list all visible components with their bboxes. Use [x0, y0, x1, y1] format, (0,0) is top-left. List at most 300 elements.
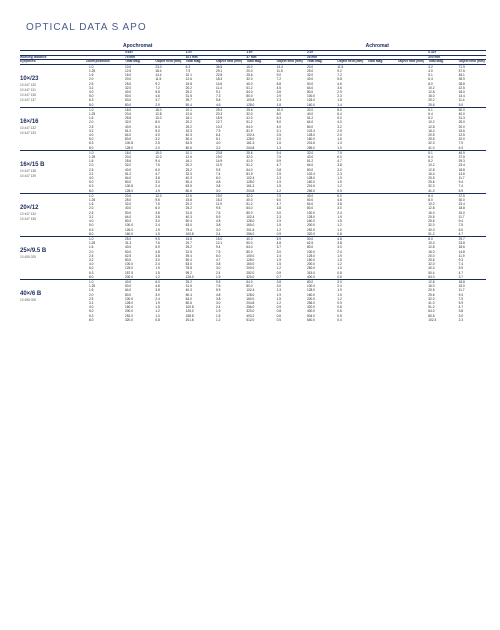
- object-field-value: 1.9: [155, 266, 160, 271]
- objective-factor: 1.0×: [183, 51, 213, 56]
- object-field-value: 11.7: [458, 214, 465, 219]
- total-mag-value: 64.0: [246, 124, 253, 129]
- object-field-value: 4.8: [155, 249, 160, 254]
- total-mag-value: 25.6: [243, 150, 273, 155]
- optical-data-table-container: [20, 42, 486, 322]
- total-mag-value: 128.0: [125, 145, 133, 150]
- zoom-position: 1.25: [89, 68, 96, 73]
- total-mag-value: 64.0: [125, 176, 132, 181]
- object-field-value: 9.5: [152, 236, 182, 241]
- object-field-value: 4.7: [458, 270, 464, 275]
- total-mag-value: 5.1: [425, 150, 455, 155]
- total-mag-value: 80.0: [125, 137, 132, 142]
- object-field-value: 15.9: [215, 116, 223, 121]
- objective-factor: 0.32×: [425, 51, 455, 56]
- object-field-value: 2.9: [276, 94, 282, 99]
- object-field-value: 1.2: [155, 274, 160, 279]
- eyepiece-code: 10 447 134: [20, 211, 36, 216]
- object-field-value: 1.3: [337, 141, 342, 146]
- total-mag-value: 32.3: [185, 128, 192, 133]
- object-field-value: 7.3: [215, 94, 221, 99]
- total-mag-value: 31.5: [185, 210, 192, 215]
- total-mag-value: 8.0: [428, 81, 433, 86]
- total-mag-value: 10.1: [185, 73, 192, 78]
- total-mag-value: 201.6: [306, 184, 315, 189]
- total-mag-value: 80.0: [125, 292, 132, 297]
- object-field-value: 2.9: [276, 171, 282, 176]
- object-field-value: 5.9: [276, 159, 282, 164]
- object-field-value: 5.9: [458, 188, 464, 193]
- object-field-value: 25.4: [213, 107, 243, 112]
- object-field-value: 1.9: [337, 288, 342, 293]
- total-mag-value: 100.0: [306, 210, 315, 215]
- total-mag-value: 128.0: [306, 133, 315, 138]
- total-mag-value: 256.0: [306, 145, 315, 150]
- object-field-value: 4.6: [155, 94, 160, 99]
- object-field-value: 4.0: [215, 141, 221, 146]
- object-field-value: 9.5: [213, 279, 243, 284]
- total-mag-value: 256.0: [306, 188, 315, 193]
- total-mag-value: 320.0: [125, 317, 133, 322]
- object-field-value: 3.8: [337, 202, 342, 207]
- total-mag-value: 80.0: [306, 245, 314, 250]
- total-mag-value: 157.5: [125, 270, 133, 275]
- total-mag-value: 81.9: [246, 128, 253, 133]
- object-field-value: 18.4: [155, 68, 162, 73]
- object-field-value: 19.0: [213, 193, 243, 198]
- zoom-position: 3.2: [89, 300, 94, 305]
- total-mag-value: 51.2: [306, 116, 314, 121]
- total-mag-value: 10.0: [122, 64, 152, 69]
- zoom-position: 8.0: [89, 231, 94, 236]
- object-field-value: 4.7: [276, 202, 282, 207]
- total-mag-value: 10.1: [183, 150, 213, 155]
- total-mag-value: 102.4: [306, 128, 315, 133]
- total-mag-value: 64.0: [428, 309, 435, 314]
- optical-data-table: [20, 42, 486, 322]
- total-mag-value: 12.6: [185, 112, 192, 117]
- total-mag-value: 40.0: [246, 198, 253, 203]
- total-mag-value: 128.0: [246, 292, 255, 297]
- total-mag-value: 32.0: [125, 120, 132, 125]
- total-mag-value: 79.4: [185, 227, 192, 232]
- working-distance-value: 200 mm: [425, 55, 455, 60]
- total-mag-value: 100.8: [246, 98, 255, 103]
- total-mag-value: 63.0: [185, 223, 192, 228]
- total-mag-value: 160.0: [306, 292, 315, 297]
- object-field-value: 1.9: [215, 274, 221, 279]
- total-mag-value: 40.0: [125, 90, 132, 94]
- object-field-value: 2.3: [337, 94, 342, 99]
- zoom-position: 4.0: [89, 219, 94, 224]
- total-mag-value: 64.0: [246, 167, 253, 172]
- object-field-value: 7.4: [458, 184, 464, 189]
- object-field-value: 9.1: [215, 90, 221, 94]
- total-mag-value: 25.6: [428, 219, 435, 224]
- object-field-value: 5.9: [155, 245, 160, 250]
- total-mag-value: 40.0: [306, 155, 314, 160]
- object-field-value: 28.8: [458, 81, 465, 86]
- total-mag-value: 80.6: [185, 188, 192, 193]
- zoom-position: 6.3: [89, 270, 94, 275]
- total-mag-value: 25.0: [122, 236, 152, 241]
- object-field-value: 3.8: [215, 223, 221, 228]
- total-mag-value: 32.3: [428, 184, 435, 189]
- zoom-position: 5.0: [89, 180, 94, 185]
- total-mag-value: 125.0: [125, 266, 133, 271]
- total-mag-value: 78.8: [185, 266, 192, 271]
- object-field-value: 1.5: [155, 231, 160, 236]
- object-field-value: 3.8: [274, 279, 304, 284]
- object-field-value: 22.5: [458, 85, 465, 90]
- object-field-value: 10.0: [458, 137, 465, 142]
- table-row: [20, 318, 486, 322]
- object-field-value: 14.4: [458, 94, 465, 99]
- object-field-value: 7.4: [215, 171, 221, 176]
- object-field-value: 1.9: [215, 309, 221, 314]
- object-field-value: 2.4: [155, 296, 160, 301]
- zoom-position: 4.0: [89, 133, 94, 138]
- total-mag-value: 20.0: [122, 193, 152, 198]
- object-field-value: 11.7: [458, 288, 465, 293]
- object-field-value: 3.0: [155, 219, 160, 224]
- total-mag-value: 32.0: [246, 155, 253, 160]
- total-mag-value: 63.0: [185, 262, 192, 267]
- object-field-value: 14.4: [155, 73, 162, 78]
- object-field-value: 1.0: [337, 266, 342, 271]
- object-field-value: 3.8: [337, 241, 342, 246]
- object-field-value: 15.2: [215, 198, 223, 203]
- zoom-position: 4.0: [89, 90, 94, 94]
- total-mag-value: 12.8: [428, 206, 435, 211]
- zoom-position: 1.0: [86, 64, 122, 69]
- object-field-value: 9.0: [458, 102, 464, 107]
- eyepiece-cell: [20, 107, 86, 150]
- object-field-value: 7.5: [274, 193, 304, 198]
- object-field-value: 1.2: [276, 227, 282, 232]
- total-mag-value: 31.3: [125, 241, 132, 246]
- object-field-value: 15.0: [152, 150, 182, 155]
- object-field-value: 12.8: [155, 112, 162, 117]
- total-mag-value: 16.1: [185, 159, 192, 164]
- object-field-value: 5.0: [337, 116, 342, 121]
- object-field-value: 3.8: [155, 176, 160, 181]
- total-mag-value: 32.0: [125, 163, 132, 168]
- object-field-value: 5.8: [155, 90, 160, 94]
- total-mag-value: 100.0: [246, 253, 255, 258]
- total-mag-value: 20.0: [125, 77, 132, 82]
- total-mag-value: 100.0: [125, 296, 133, 301]
- zoom-position: 1.25: [89, 198, 96, 203]
- object-field-value: 1.8: [276, 102, 282, 107]
- eyepiece-name: 20×/12: [20, 204, 39, 211]
- total-mag-value: 161.3: [246, 184, 255, 189]
- column-header: Object field (mm): [213, 60, 243, 65]
- object-field-value: 3.8: [337, 163, 342, 168]
- object-field-value: 16.0: [152, 107, 182, 112]
- total-mag-value: 102.4: [306, 171, 315, 176]
- object-field-value: 6.0: [215, 253, 221, 258]
- object-field-value: 7.5: [155, 163, 160, 168]
- total-mag-value: 20.5: [428, 176, 435, 181]
- total-mag-value: 64.0: [125, 214, 132, 219]
- zoom-position: 8.0: [89, 274, 94, 279]
- object-field-value: 40.0: [458, 112, 465, 117]
- total-mag-value: 128.0: [246, 137, 255, 142]
- zoom-position: 4.0: [89, 262, 94, 267]
- object-field-value: 11.7: [458, 176, 465, 181]
- total-mag-value: 40.0: [428, 266, 435, 271]
- total-mag-value: 6.4: [428, 77, 433, 82]
- object-field-value: 3.2: [337, 124, 342, 129]
- total-mag-value: 64.0: [125, 288, 132, 293]
- object-field-value: 11.9: [215, 163, 222, 168]
- total-mag-value: 40.0: [125, 167, 132, 172]
- total-mag-value: 31.5: [185, 284, 192, 289]
- object-field-value: 7.5: [334, 150, 364, 155]
- total-mag-value: 40.0: [246, 81, 253, 86]
- zoom-position: 1.6: [89, 159, 94, 164]
- zoom-position: 6.3: [89, 313, 94, 318]
- total-mag-value: 128.0: [306, 288, 315, 293]
- group-header: Apochromat: [123, 43, 153, 49]
- total-mag-value: 20.0: [125, 155, 132, 160]
- object-field-value: 2.3: [458, 317, 464, 322]
- zoom-position: 5.0: [89, 309, 94, 314]
- object-field-value: 1.9: [155, 300, 160, 305]
- object-field-value: 5.8: [276, 81, 282, 86]
- object-field-value: 18.8: [456, 279, 486, 284]
- total-mag-value: 32.0: [125, 202, 132, 207]
- total-mag-value: 126.0: [125, 227, 133, 232]
- object-field-value: 4.8: [337, 198, 342, 203]
- object-field-value: 3.0: [215, 300, 221, 305]
- object-field-value: 7.5: [215, 249, 221, 254]
- total-mag-value: 15.8: [183, 236, 213, 241]
- object-field-value: 9.4: [458, 292, 464, 297]
- object-field-value: 4.8: [215, 180, 221, 185]
- blank-cell: [20, 42, 86, 51]
- total-mag-value: 40.0: [125, 206, 132, 211]
- object-field-value: 0.6: [337, 309, 342, 314]
- total-mag-value: 50.4: [428, 270, 435, 275]
- objective-factor: 1.6×: [243, 51, 273, 56]
- total-mag-value: 32.0: [125, 85, 132, 90]
- eyepiece-code: 10 447 133: [20, 130, 36, 135]
- total-mag-value: 40.3: [428, 227, 435, 232]
- total-mag-value: 102.4: [246, 214, 255, 219]
- object-field-value: 2.3: [337, 171, 342, 176]
- total-mag-value: 63.0: [125, 98, 132, 103]
- total-mag-value: 25.6: [243, 107, 273, 112]
- total-mag-value: 160.0: [246, 262, 255, 267]
- eyepiece-code: 10 447 130: [20, 82, 36, 87]
- object-field-value: 14.4: [274, 64, 304, 69]
- object-field-value: 1.9: [337, 176, 342, 181]
- object-field-value: 11.9: [458, 253, 465, 258]
- total-mag-value: 80.6: [428, 313, 435, 318]
- object-field-value: 3.8: [215, 296, 221, 301]
- zoom-label: Zoom positions: [86, 60, 122, 65]
- object-field-value: 1.4: [337, 102, 342, 107]
- total-mag-value: 50.0: [125, 210, 132, 215]
- object-field-value: 7.9: [458, 141, 464, 146]
- object-field-value: 4.8: [215, 292, 221, 297]
- object-field-value: 3.8: [215, 262, 221, 267]
- object-field-value: 1.9: [276, 257, 282, 262]
- eyepiece-cell: [20, 193, 86, 236]
- total-mag-value: 126.0: [185, 274, 194, 279]
- total-mag-value: 40.3: [185, 214, 192, 219]
- total-mag-value: 16.0: [125, 73, 132, 78]
- object-field-value: 2.4: [155, 184, 160, 189]
- zoom-position: 8.0: [89, 102, 94, 107]
- total-mag-value: 50.0: [125, 284, 132, 289]
- zoom-position: 5.0: [89, 266, 94, 271]
- object-field-value: 1.5: [337, 219, 342, 224]
- object-field-value: 12.1: [215, 241, 223, 246]
- total-mag-value: 6.4: [428, 112, 433, 117]
- total-mag-value: 64.0: [306, 85, 314, 90]
- total-mag-value: 25.2: [185, 206, 192, 211]
- total-mag-value: 100.8: [185, 231, 194, 236]
- total-mag-value: 32.0: [428, 262, 435, 267]
- eyepiece-name: 16×/16: [20, 118, 39, 125]
- total-mag-value: 25.6: [246, 73, 253, 78]
- object-field-value: 14.6: [215, 81, 223, 86]
- total-mag-value: 25.2: [185, 90, 192, 94]
- total-mag-value: 40.0: [306, 112, 314, 117]
- object-field-value: 2.4: [215, 231, 221, 236]
- total-mag-value: 250.0: [306, 266, 315, 271]
- object-field-value: 4.7: [337, 159, 342, 164]
- total-mag-value: 20.5: [428, 214, 435, 219]
- total-mag-value: 50.0: [125, 249, 132, 254]
- total-mag-value: 40.0: [125, 124, 132, 129]
- object-field-value: 15.0: [213, 236, 243, 241]
- object-field-value: 5.8: [215, 98, 221, 103]
- column-header: Total Mag.: [122, 60, 152, 65]
- total-mag-value: 504.0: [306, 313, 315, 318]
- object-field-value: 6.0: [276, 198, 282, 203]
- total-mag-value: 41.0: [246, 159, 253, 164]
- object-field-value: 3.0: [155, 257, 160, 262]
- total-mag-value: 25.6: [428, 257, 435, 262]
- object-field-value: 8.0: [334, 107, 364, 112]
- zoom-position: 1.6: [89, 288, 94, 293]
- total-mag-value: 20.0: [125, 112, 132, 117]
- total-mag-value: 640.0: [306, 317, 315, 322]
- object-field-value: 29.7: [456, 236, 486, 241]
- total-mag-value: 20.2: [185, 202, 192, 207]
- object-field-value: 1.0: [337, 145, 342, 150]
- object-field-value: 2.9: [337, 90, 342, 94]
- zoom-position: 4.0: [89, 176, 94, 181]
- total-mag-value: 126.0: [185, 309, 194, 314]
- object-field-value: 4.6: [215, 102, 221, 107]
- total-mag-value: 50.0: [306, 81, 314, 86]
- total-mag-value: 320.0: [306, 305, 315, 310]
- zoom-position: 1.25: [89, 284, 96, 289]
- page-title: OPTICAL DATA S APO: [26, 22, 147, 33]
- object-field-value: 3.2: [155, 137, 160, 142]
- object-field-value: 1.2: [155, 309, 160, 314]
- object-field-value: 5.0: [155, 128, 160, 133]
- total-mag-value: 25.0: [306, 68, 314, 73]
- object-field-value: 23.0: [152, 64, 182, 69]
- total-mag-value: 16.0: [428, 210, 435, 215]
- object-field-value: 1.5: [276, 296, 282, 301]
- total-mag-value: 320.0: [246, 274, 255, 279]
- object-field-value: 6.0: [458, 227, 464, 232]
- object-field-value: 3.8: [155, 288, 160, 293]
- object-field-value: 7.5: [155, 202, 160, 207]
- column-header: Total Mag.: [304, 60, 334, 65]
- object-field-value: 23.4: [458, 163, 465, 168]
- total-mag-value: 32.0: [246, 112, 253, 117]
- total-mag-value: 126.0: [306, 98, 315, 103]
- object-field-value: 18.8: [458, 167, 465, 172]
- eyepiece-code: 10 447 135: [20, 216, 36, 221]
- object-field-value: 0.9: [276, 270, 282, 275]
- object-field-value: 71.9: [456, 64, 486, 69]
- total-mag-value: 16.4: [428, 128, 435, 133]
- total-mag-value: 81.9: [246, 171, 253, 176]
- object-field-value: 3.8: [155, 253, 160, 258]
- total-mag-value: 160.0: [306, 219, 315, 224]
- total-mag-value: 320.0: [246, 309, 255, 314]
- object-field-value: 45.1: [458, 73, 465, 78]
- object-field-value: 20.3: [215, 112, 223, 117]
- eyepiece-name: 25×/9.5 B: [20, 247, 47, 254]
- zoom-position: 3.2: [89, 171, 94, 176]
- total-mag-value: 128.0: [125, 300, 133, 305]
- object-field-value: 7.4: [458, 262, 464, 267]
- zoom-position: 1.25: [89, 241, 96, 246]
- total-mag-value: 62.5: [125, 253, 132, 258]
- object-field-value: 23.4: [458, 202, 465, 207]
- total-mag-value: 160.0: [306, 257, 315, 262]
- total-mag-value: 51.2: [246, 120, 253, 125]
- zoom-position: 1.0: [86, 150, 122, 155]
- total-mag-value: 201.6: [185, 317, 194, 322]
- object-field-value: 1.0: [337, 227, 342, 232]
- total-mag-value: 25.6: [125, 116, 132, 121]
- total-mag-value: 80.0: [246, 210, 253, 215]
- object-field-value: 0.9: [276, 305, 282, 310]
- blank-cell: [395, 318, 425, 322]
- object-field-value: 5.9: [215, 288, 221, 293]
- total-mag-value: 51.2: [125, 128, 132, 133]
- total-mag-value: 50.4: [185, 292, 192, 297]
- zoom-position: 2.5: [89, 81, 94, 86]
- object-field-value: 9.4: [458, 219, 464, 224]
- object-field-value: 12.0: [155, 155, 162, 160]
- object-field-value: 3.8: [155, 214, 160, 219]
- total-mag-value: 50.4: [185, 180, 192, 185]
- eyepiece-code: 10 450 025: [20, 254, 36, 259]
- total-mag-value: 80.0: [246, 284, 253, 289]
- object-field-value: 1.5: [337, 292, 342, 297]
- object-field-value: 50.0: [456, 107, 486, 112]
- object-field-value: 3.0: [337, 167, 342, 172]
- zoom-position: 2.5: [89, 253, 94, 258]
- zoom-position: 2.0: [89, 206, 94, 211]
- object-field-value: 31.3: [458, 116, 465, 121]
- working-distance-value: 37 mm: [243, 55, 273, 60]
- object-field-value: 9.5: [215, 167, 221, 172]
- total-mag-value: 51.2: [428, 305, 435, 310]
